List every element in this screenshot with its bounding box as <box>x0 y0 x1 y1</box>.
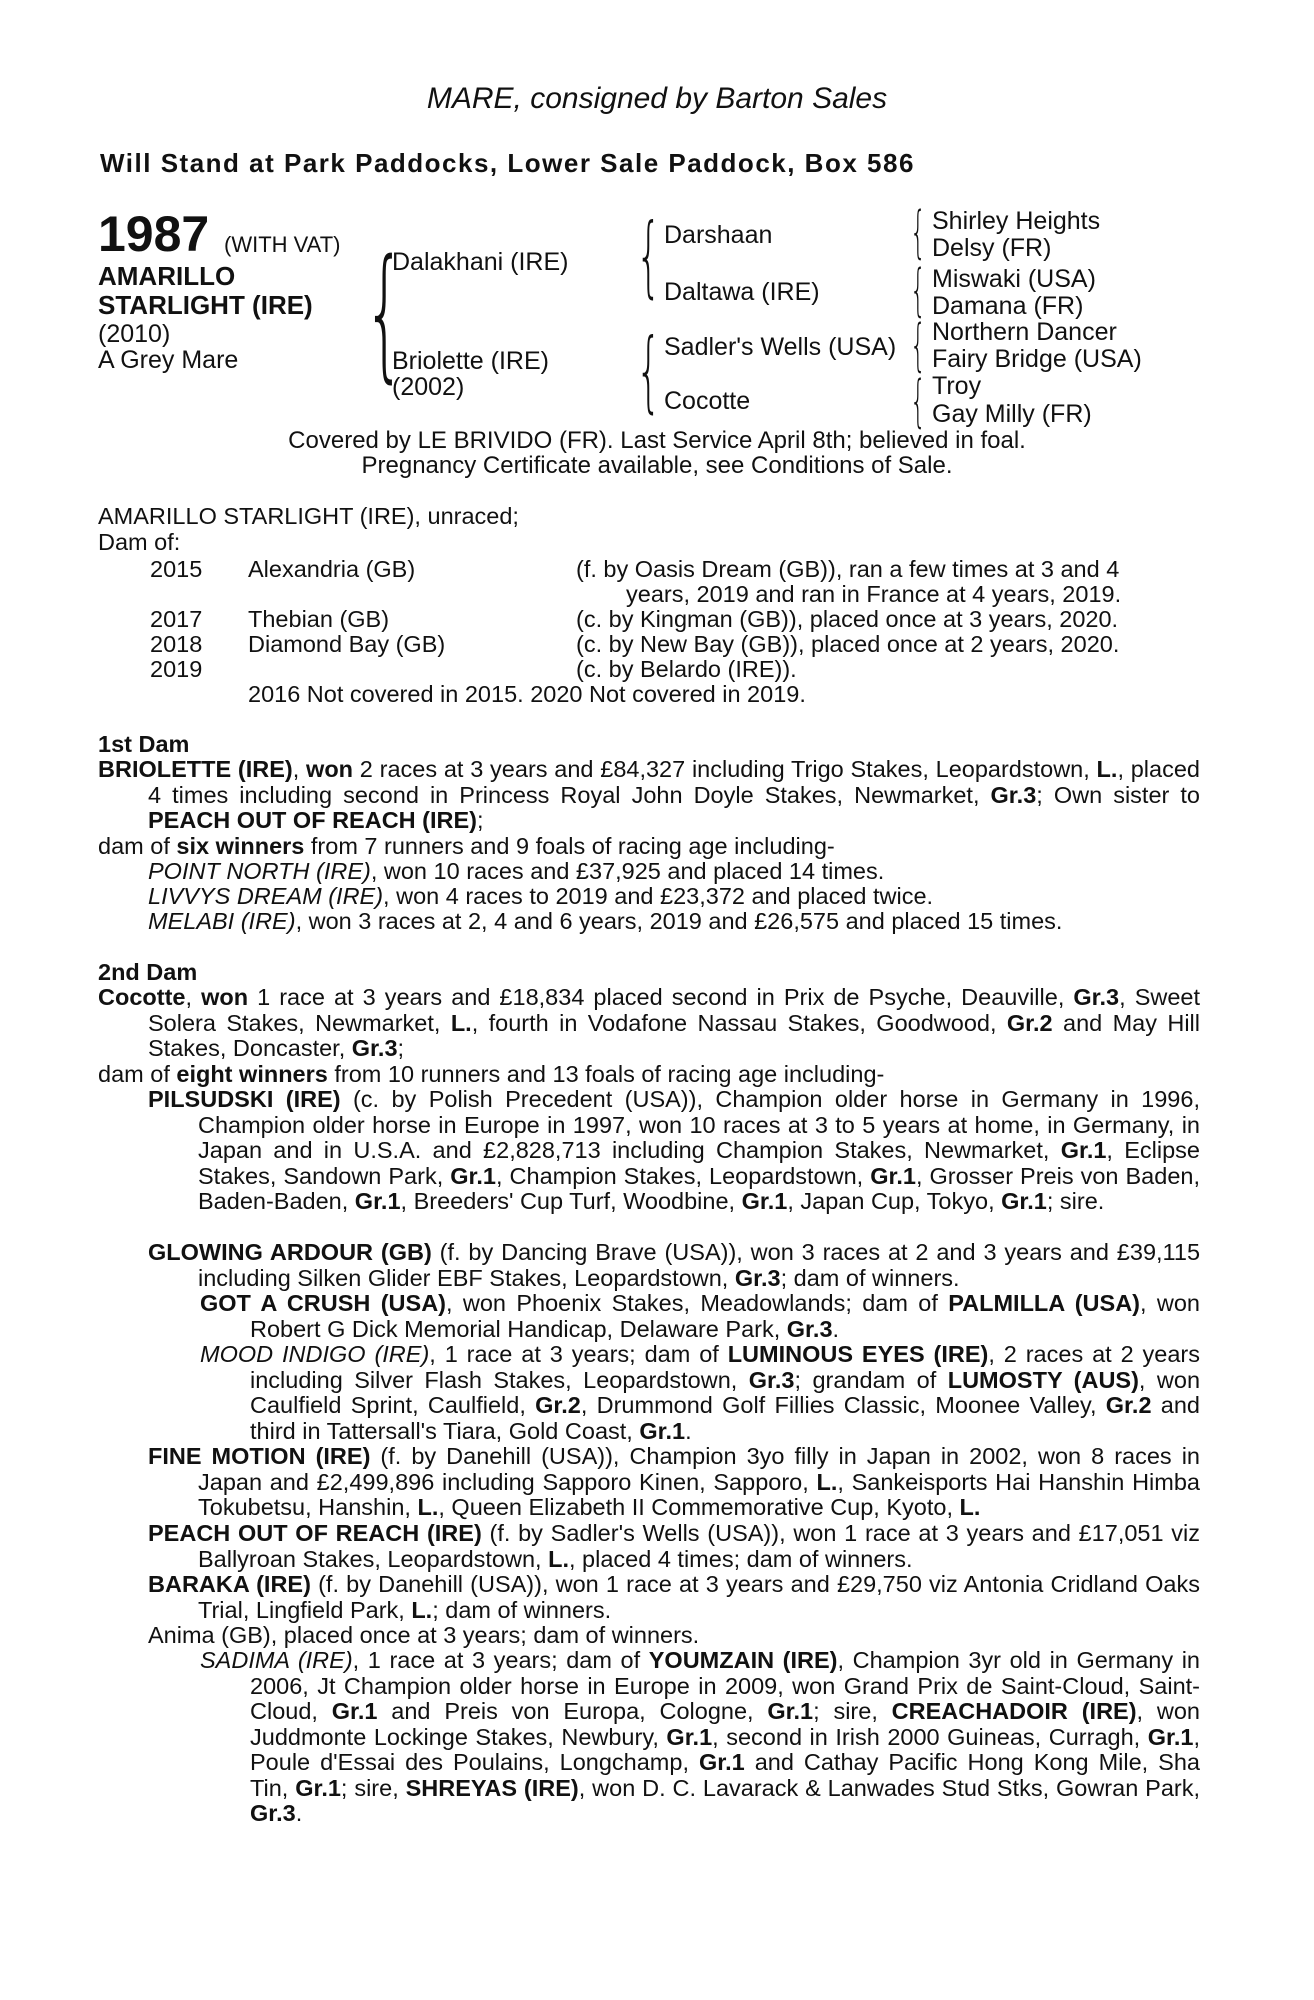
pedigree-brace-dam: { <box>636 319 662 422</box>
not-covered-note: 2016 Not covered in 2015. 2020 Not covered in 2019. <box>248 681 806 707</box>
produce-intro: AMARILLO STARLIGHT (IRE), unraced; <box>98 503 519 529</box>
produce-year: 2015 <box>150 556 203 582</box>
produce-note: (c. by Belardo (IRE)). <box>576 656 797 682</box>
pedigree-sire: Dalakhani (IRE) <box>392 248 569 276</box>
first-dam-produce-summary: dam of six winners from 7 runners and 9 foals of racing age including- <box>98 833 835 859</box>
pedigree-g6: Fairy Bridge (USA) <box>932 345 1142 373</box>
second-dam-paragraph: Cocotte, won 1 race at 3 years and £18,834 placed second in Prix de Psyche, Deauville, Gr.3, Sweet Solera Stakes, Newmarket, L., fourth in Vodafone Nassau Stakes, Goodwood, Gr.2 and May Hill Stakes, Doncaster, Gr.3; <box>98 984 1201 1061</box>
pedigree-g4: Damana (FR) <box>932 292 1084 320</box>
pedigree-brace-sire: { <box>636 204 662 307</box>
covered-line: Covered by LE BRIVIDO (FR). Last Service April 8th; believed in foal. <box>288 427 1026 454</box>
pedigree-dam: Briolette (IRE) <box>392 347 549 375</box>
horse-description: A Grey Mare <box>98 346 239 374</box>
horse-year: (2010) <box>98 320 171 348</box>
horse-name <box>98 262 313 320</box>
first-dam-offspring: LIVVYS DREAM (IRE), won 4 races to 2019 and £23,372 and placed twice. <box>148 883 934 909</box>
vat-note: (WITH VAT) <box>224 232 341 257</box>
produce-note: (c. by Kingman (GB)), placed once at 3 years, 2020. <box>576 606 1119 632</box>
first-dam-offspring: POINT NORTH (IRE), won 10 races and £37,925 and placed 14 times. <box>148 858 885 884</box>
first-dam-offspring: MELABI (IRE), won 3 races at 2, 4 and 6 years, 2019 and £26,575 and placed 15 times. <box>148 908 1063 934</box>
pedigree-dam-dam: Cocotte <box>664 387 751 415</box>
stand-location: Will Stand at Park Paddocks, Lower Sale Paddock, Box 586 <box>100 148 915 178</box>
pedigree-g2: Delsy (FR) <box>932 234 1052 262</box>
second-dam-produce-summary: dam of eight winners from 10 runners and 13 foals of racing age including- <box>98 1061 885 1087</box>
offspring-sadima: SADIMA (IRE), 1 race at 3 years; dam of YOUMZAIN (IRE), Champion 3yr old in Germany in 2006, Jt Champion older horse in Europe in 2009, won Grand Prix de Saint-Cloud, Saint-Cloud, Gr.1 and Preis von Europa, Cologne, Gr.1; sire, CREACHADOIR (IRE), won Juddmonte Lockinge Stakes, Newbury, Gr.1, second in Irish 2000 Guineas, Curragh, Gr.1, Poule d'Essai des Poulains, Longchamp, Gr.1 and Cathay Pacific Hong Kong Mile, Sha Tin, Gr.1; sire, SHREYAS (IRE), won D. C. Lavarack & Lanwades Stud Stks, Gowran Park, Gr.3. <box>200 1647 1201 1826</box>
offspring-peach-out-of-reach: PEACH OUT OF REACH (IRE) (f. by Sadler's Wells (USA)), won 1 race at 3 years and £17,051 viz Ballyroan Stakes, Leopardstown, L., placed 4 times; dam of winners. <box>148 1520 1201 1572</box>
offspring-fine-motion: FINE MOTION (IRE) (f. by Danehill (USA)), Champion 3yo filly in Japan in 2002, won 8 races in Japan and £2,499,896 including Sapporo Kinen, Sapporo, L., Sankeisports Hai Hanshin Himba Tokubetsu, Hanshin, L., Queen Elizabeth II Commemorative Cup, Kyoto, L. <box>148 1443 1200 1520</box>
produce-year: 2018 <box>150 631 203 657</box>
lot-number: 1987 <box>98 206 210 262</box>
offspring-anima: Anima (GB), placed once at 3 years; dam of winners. <box>148 1622 700 1648</box>
pedigree-sire-sire: Darshaan <box>664 221 773 249</box>
pedigree-brace-g4: { <box>910 369 927 434</box>
pedigree-dam-year: (2002) <box>392 373 465 401</box>
offspring-got-a-crush: GOT A CRUSH (USA), won Phoenix Stakes, Meadowlands; dam of PALMILLA (USA), won Robert G Dick Memorial Handicap, Delaware Park, Gr.3. <box>200 1290 1201 1342</box>
horse-name-line2: STARLIGHT (IRE) <box>98 290 313 320</box>
consignor-heading: MARE, consigned by Barton Sales <box>426 82 888 115</box>
pedigree-brace-g1: { <box>910 200 927 265</box>
pedigree-g5: Northern Dancer <box>932 318 1117 346</box>
pedigree-brace-g2: { <box>910 258 927 323</box>
second-dam-heading: 2nd Dam <box>98 959 198 985</box>
produce-year: 2017 <box>150 606 203 632</box>
produce-year: 2019 <box>150 656 203 682</box>
pedigree-brace-g3: { <box>910 313 927 378</box>
offspring-baraka: BARAKA (IRE) (f. by Danehill (USA)), won 1 race at 3 years and £29,750 viz Antonia Cridland Oaks Trial, Lingfield Park, L.; dam of winners. <box>148 1571 1200 1623</box>
produce-name: Diamond Bay (GB) <box>248 631 446 657</box>
produce-name: Thebian (GB) <box>248 606 390 632</box>
pedigree-g3: Miswaki (USA) <box>932 265 1096 293</box>
horse-name-line1: AMARILLO <box>98 261 236 291</box>
offspring-pilsudski: PILSUDSKI (IRE) (c. by Polish Precedent (USA)), Champion older horse in Germany in 1996, Champion older horse in Europe in 1997, won 10 races at 3 to 5 years at home, in Germany, in Japan and in U.S.A. and £2,828,713 including Champion Stakes, Newmarket, Gr.1, Eclipse Stakes, Sandown Park, Gr.1, Champion Stakes, Leopardstown, Gr.1, Grosser Preis von Baden, Baden-Baden, Gr.1, Breeders' Cup Turf, Woodbine, Gr.1, Japan Cup, Tokyo, Gr.1; sire. <box>148 1086 1200 1214</box>
produce-note-cont: years, 2019 and ran in France at 4 years, 2019. <box>626 581 1122 607</box>
produce-name: Alexandria (GB) <box>248 556 416 582</box>
dam-of-label: Dam of: <box>98 529 181 555</box>
first-dam-paragraph: BRIOLETTE (IRE), won 2 races at 3 years and £84,327 including Trigo Stakes, Leopardstown, L., placed 4 times including second in Princess Royal John Doyle Stakes, Newmarket, Gr.3; Own sister to PEACH OUT OF REACH (IRE); <box>98 756 1200 833</box>
offspring-glowing-ardour: GLOWING ARDOUR (GB) (f. by Dancing Brave (USA)), won 3 races at 2 and 3 years and £39,115 including Silken Glider EBF Stakes, Leopardstown, Gr.3; dam of winners. <box>148 1239 1201 1291</box>
first-dam-heading: 1st Dam <box>98 731 190 757</box>
pedigree-dam-sire: Sadler's Wells (USA) <box>664 333 897 361</box>
produce-note: (f. by Oasis Dream (GB)), ran a few times at 3 and 4 <box>576 556 1120 582</box>
pedigree-g8: Gay Milly (FR) <box>932 400 1092 428</box>
pedigree-g1: Shirley Heights <box>932 207 1101 235</box>
pregnancy-line: Pregnancy Certificate available, see Conditions of Sale. <box>361 452 953 479</box>
dam-name: BRIOLETTE (IRE) <box>98 756 293 782</box>
pedigree-g7: Troy <box>932 372 982 400</box>
pedigree-brace-main: { <box>364 228 406 396</box>
produce-note: (c. by New Bay (GB)), placed once at 2 years, 2020. <box>576 631 1120 657</box>
pedigree-sire-dam: Daltawa (IRE) <box>664 278 820 306</box>
offspring-mood-indigo: MOOD INDIGO (IRE), 1 race at 3 years; dam of LUMINOUS EYES (IRE), 2 races at 2 years including Silver Flash Stakes, Leopardstown, Gr.3; grandam of LUMOSTY (AUS), won Caulfield Sprint, Caulfield, Gr.2, Drummond Golf Fillies Classic, Moonee Valley, Gr.2 and third in Tattersall's Tiara, Gold Coast, Gr.1. <box>200 1341 1201 1444</box>
